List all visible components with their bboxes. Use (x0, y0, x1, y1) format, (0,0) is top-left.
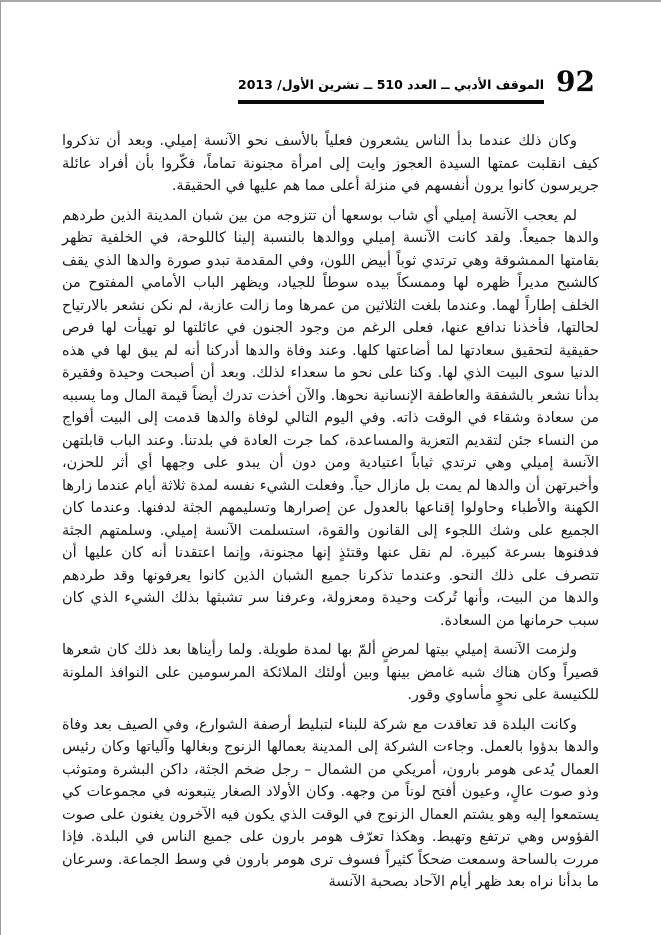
page-number: 92 (556, 65, 595, 98)
journal-title: الموقف الأدبي ــ العدد 510 ــ تشرين الأول/ 2013 (238, 77, 544, 104)
paragraph: وكانت البلدة قد تعاقدت مع شركة للبناء لتبليط أرصفة الشوارع، وفي الصيف بعد وفاة والدها بدؤوا بالعمل. وجاءت الشركة إلى المدينة بعمالها الزنوج وبغالها وآلياتها وكان رئيس العمال يُدعى هومر بارون، أمريكي من الشمال – رجل ضخم الجثة، داكن البشرة ومتوثب وذو صوت عالٍ، وعيون أفتح لوناً من وجهه. وكان الأولاد الصغار يتبعونه في مجموعات كي يستمعوا إليه وهو يشتم العمال الزنوج في الوقت الذي يكون فيه الآخرون يغنون على صوت الفؤوس وهي ترتفع وتهبط. وهكذا تعرّف هومر بارون على جميع الناس في البلدة. فإذا مررت بالساحة وسمعت ضحكاً كثيراً فسوف ترى هومر بارون في وسط الجماعة. وسرعان ما بدأنا نراه بعد ظهر أيام الآحاد بصحبة الآنسة (62, 716, 599, 890)
body-text (62, 130, 599, 901)
page-header (238, 65, 595, 104)
paragraph: ولزمت الآنسة إميلي بيتها لمرضٍ ألمّ بها لمدة طويلة. ولما رأيناها بعد ذلك كان شعرها قصيراً وكان هناك شبه غامض بينها وبين أولئك الملائكة المرسومين على النوافذ الملونة للكنيسة على نحوٍ مأساوي وقور. (62, 642, 599, 703)
paragraph: لم يعجب الآنسة إميلي أي شاب بوسعها أن تتزوجه من بين شبان المدينة الذين طردهم والدها جميعاً. ولقد كانت الآنسة إميلي ووالدها بالنسبة إلينا كاللوحة، في الخلفية تظهر بقامتها الممشوقة وهي ترتدي ثوباً أبيض اللون، وفي المقدمة تبدو صورة والدها الذي يقف كالشبح مديراً ظهره لها وممسكاً بيده سوطاً للجياد، ويظهر الباب الأمامي المفتوح من الخلف إطاراً لهما. وعندما بلغت الثلاثين من عمرها وما زالت عازبة، لم نكن نشعر بالارتياح لحالتها، فأخذنا ندافع عنها، فعلى الرغم من وجود الجنون في عائلتها لو تهيأت لها فرص حقيقية لتحقيق سعادتها لما أضاعتها كلها. وعند وفاة والدها أدركنا أنه لم يبق لها في هذه الدنيا سوى البيت الذي لها. وكنا على نحو ما سعداء لذلك. وبعد أن أصبحت وحيدة وفقيرة بدأنا نشعر بالشفقة والعاطفة الإنسانية نحوها. والآن أخذت تدرك أيضاً قيمة المال وما يسببه من سعادة وشقاء في الوقت ذاته. وفي اليوم التالي لوفاة والدها قدمت إلى البيت أفواج من النساء جئن لتقديم التعزية والمساعدة، كما جرت العادة في بلدتنا. وعند الباب قابلتهن الآنسة إميلي وهي ترتدي ثياباً اعتيادية ومن دون أن يبدو على وجهها أي أثر للحزن، وأخبرتهن أن والدها لم يمت بل مازال حياً. وفعلت الشيء نفسه لمدة ثلاثة أيام عندما زارها الكهنة والأطباء وحاولوا إقناعها بالعدول عن إصرارها وتسليمهم الجثة لدفنها. وعندما كان الجميع على وشك اللجوء إلى القانون والقوة، استسلمت الآنسة إميلي. وسلمتهم الجثة فدفنوها بسرعة كبيرة. لم نقل عنها وقتئذٍ إنها مجنونة، وإنما اعتقدنا أنه كان عليها أن تتصرف على ذلك النحو. وعندما تذكرنا جميع الشبان الذين كانوا يعرفونها وقد طردهم والدها من البيت، وأنها تُركت وحيدة ومعزولة، وعرفنا سر تشبثها بذلك الشيء الذي كان سبب حرمانها من السعادة. (62, 207, 599, 629)
paragraph: وكان ذلك عندما بدأ الناس يشعرون فعلياً بالأسف نحو الآنسة إميلي. وبعد أن تذكروا كيف انقلبت عمتها السيدة العجوز وايت إلى امرأة مجنونة تماماً، فكّروا بأن أفراد عائلة جريرسون كانوا يرون أنفسهم في منزلة أعلى مما هم عليها في الحقيقة. (62, 133, 599, 194)
